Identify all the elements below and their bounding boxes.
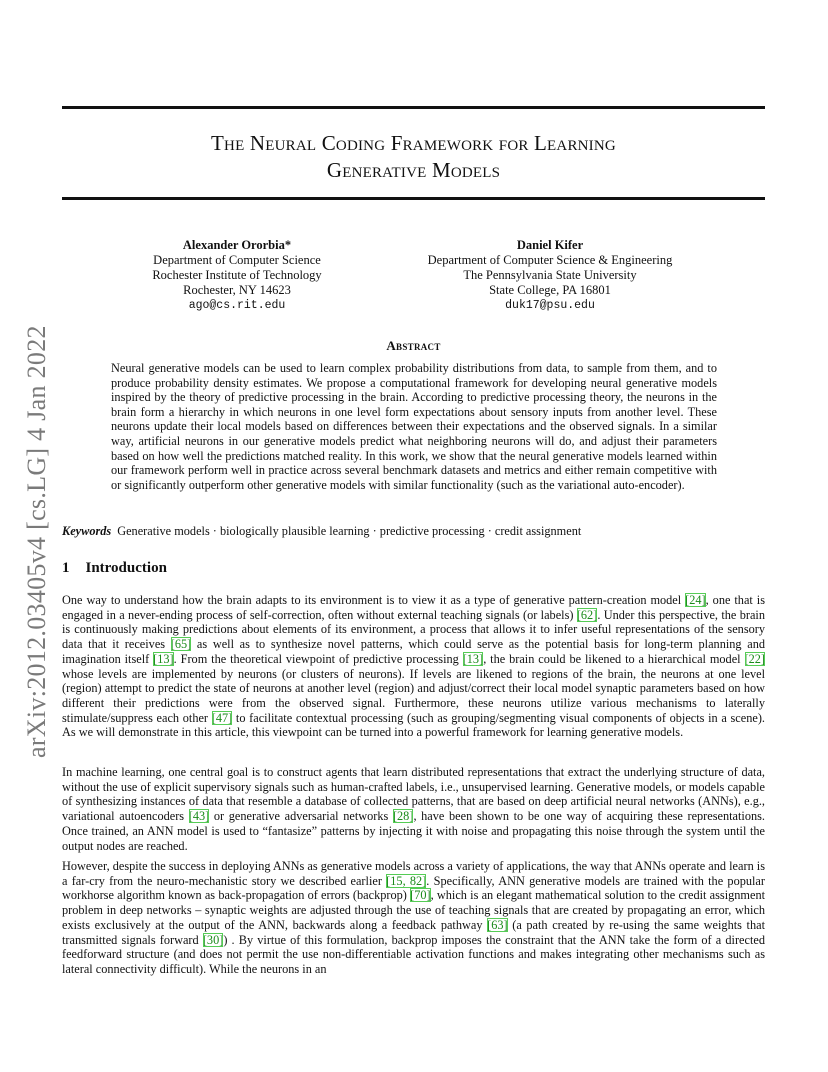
citation-link[interactable]: [70] (410, 888, 431, 903)
section-heading (62, 560, 167, 577)
paragraph-2 (62, 765, 765, 853)
paragraph-text: , which is an elegant mathematical solution to the credit assignment problem in deep networks – synaptic weights are adjusted through the use of teaching signals that are created by propagating an error, which exists exclusively at the output of the ANN, backwards along a feedback pathway (62, 888, 766, 932)
author-location: State College, PA 16801 (489, 283, 611, 297)
paper-title (62, 130, 765, 184)
author-institution: The Pennsylvania State University (463, 268, 637, 282)
citation-link[interactable]: [22] (744, 651, 765, 666)
paragraph-text: whose levels are implemented by neurons (or clusters of neurons). If levels are likened to regions of the brain, the neurons at one level (region) attempt to predict the state of neurons at another level (region) and adjust/correct their local model synaptic parameters based on how different their predictions were from the observed signal. Furthermore, these neurons utilize various mechanisms to laterally stimulate/suppress each other (62, 666, 765, 725)
paragraph-3 (62, 859, 765, 977)
paragraph-text: (a path created by re-using the same weights that transmitted signals forward (62, 917, 765, 947)
title-line-2: Generative Models (326, 158, 501, 182)
paragraph-text: . Specifically, ANN generative models are trained with the popular workhorse algorithm known as back-propagation of errors (backprop) (62, 873, 765, 903)
paragraph-1 (62, 593, 765, 740)
citation-link[interactable]: [65] (170, 637, 192, 652)
citation-link[interactable]: [47] (211, 710, 233, 725)
author-block (400, 238, 700, 313)
author-name: Alexander Ororbia* (182, 238, 292, 252)
citation-link[interactable]: [30] (202, 932, 224, 947)
paragraph-text: . Under this perspective, the brain is continuously making predictions about elements of its environment, a process that allows it to infer useful representations of the sensory data that it receives (62, 607, 765, 652)
paragraph-text: , one that is engaged in a never-ending process of self-correction, often without external teaching signals (or labels) (62, 593, 765, 622)
paragraph-text: . From the theoretical viewpoint of predictive processing (173, 651, 463, 666)
paragraph-text: In machine learning, one central goal is to construct agents that learn distributed representations that extract the underlying structure of data, without the use of explicit supervisory signals such as human-crafted labels, i.e., unsupervised learning. Generative models, or models capable of synthesizing instances of data that resemble a database of collected patterns, that are based on deep artificial neural networks (ANNs), e.g., variational autoencoders (62, 765, 765, 824)
citation-link[interactable]: [15, 82] (386, 873, 427, 888)
paragraph-text: to facilitate contextual processing (such as grouping/segmenting visual components of objects in a scene). As we will demonstrate in this article, this viewpoint can be turned into a powerful framework for learning generative models. (62, 710, 765, 740)
citation-link[interactable]: [43] (188, 809, 210, 824)
author-department: Department of Computer Science (153, 253, 321, 267)
author-location: Rochester, NY 14623 (183, 283, 291, 297)
paragraph-text: as well as to synthesize novel patterns, which could serve as the potential basis for long-term planning and imagination itself (62, 637, 765, 666)
abstract-heading: Abstract (386, 338, 441, 353)
keywords-list: Generative models · biologically plausible learning · predictive processing · credit assignment (117, 524, 582, 538)
citation-link[interactable]: [13] (153, 651, 174, 666)
keywords-line (62, 524, 765, 539)
author-block (117, 238, 357, 313)
paragraph-text: ) . By virtue of this formulation, backprop imposes the constraint that the ANN take the form of a directed feedforward structure (and does not permit the use non-differentiable activation functions and makes integrating other mechanisms such as lateral connectivity difficult). While the neurons in an (62, 932, 765, 976)
arxiv-identifier: arXiv:2012.03405v4 [cs.LG] 4 Jan 2022 (22, 325, 51, 758)
title-top-rule (62, 106, 765, 109)
section-number: 1 (62, 560, 70, 576)
author-institution: Rochester Institute of Technology (152, 268, 322, 282)
citation-link[interactable]: [63] (487, 917, 508, 932)
abstract-text: Neural generative models can be used to learn complex probability distributions from data, to sample from them, and to produce probability density estimates. We propose a computational framework for developing neural generative models inspired by the theory of predictive processing in the brain. According to predictive processing theory, the neurons in the brain form a hierarchy in which neurons in one level form expectations about sensory inputs from another level. These neurons update their local models based on differences between their expectations and the observed signals. In a similar way, artificial neurons in our generative models predict what neighboring neurons will do, and adjust their parameters based on how well the predictions matched reality. In this work, we show that the neural generative models learned within our framework perform well in practice across several benchmark datasets and metrics and either remain competitive with or significantly outperform other generative models with similar functionality (such as the variational auto-encoder). (111, 361, 717, 492)
author-name: Daniel Kifer (516, 238, 584, 252)
paragraph-text: , have been shown to be one way of acquiring these representations. Once trained, an ANN model is used to “fantasize” patterns by injecting it with noise and propagating this noise through the system until the output nodes are reached. (62, 809, 765, 853)
author-department: Department of Computer Science & Engineering (427, 253, 673, 267)
author-email[interactable]: ago@cs.rit.edu (188, 299, 286, 312)
paragraph-text: , the brain could be likened to a hierarchical model (483, 651, 745, 666)
author-email[interactable]: duk17@psu.edu (505, 299, 595, 312)
paragraph-text: However, despite the success in deploying ANNs as generative models across a variety of applications, the way that ANNs operate and learn is a far-cry from the neuro-mechanistic story we described earlier (62, 859, 765, 888)
citation-link[interactable]: [13] (462, 651, 484, 666)
paragraph-text: or generative adversarial networks (209, 809, 393, 824)
citation-link[interactable]: [62] (576, 607, 598, 622)
keywords-label: Keywords (62, 524, 112, 538)
section-title: Introduction (85, 560, 167, 576)
citation-link[interactable]: [28] (392, 809, 414, 824)
title-line-1: The Neural Coding Framework for Learning (211, 131, 616, 155)
title-bottom-rule (62, 197, 765, 200)
citation-link[interactable]: [24] (685, 593, 706, 607)
paragraph-text: One way to understand how the brain adapts to its environment is to view it as a type of generative pattern-creation model (62, 593, 686, 607)
